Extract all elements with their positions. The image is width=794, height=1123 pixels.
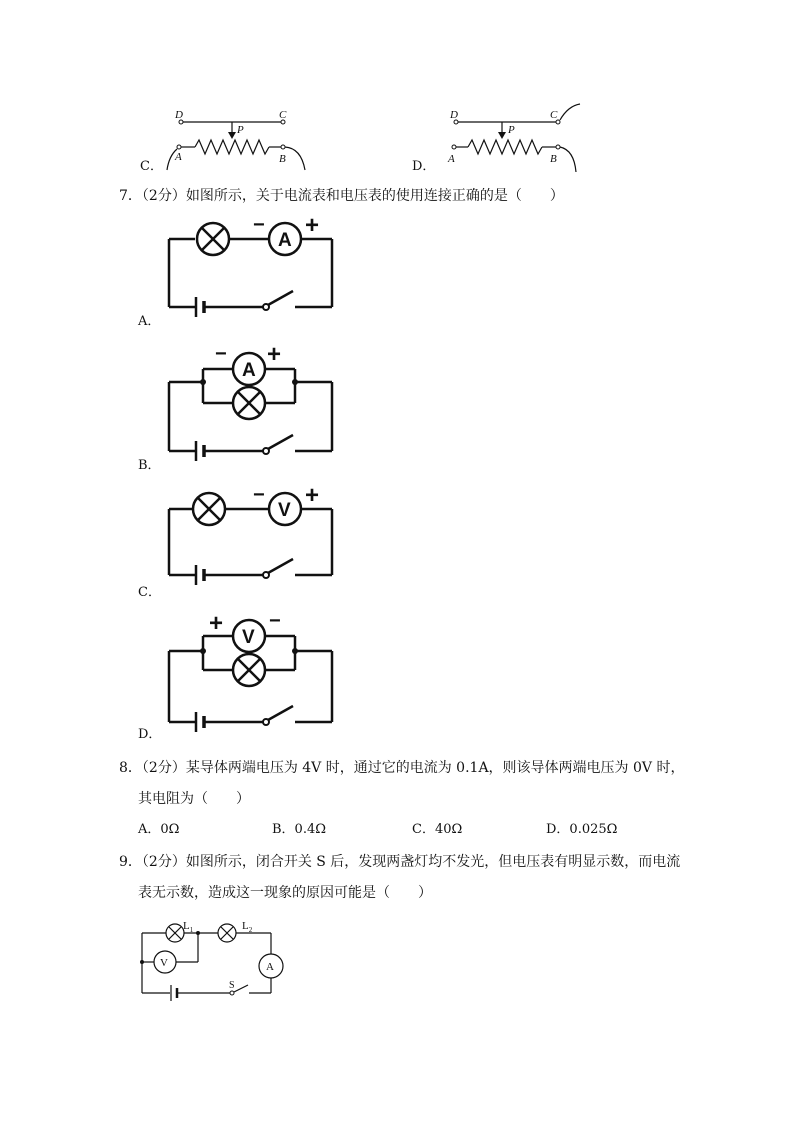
svg-text:C: C xyxy=(550,109,558,121)
q9-stem-line2: 表无示数，造成这一现象的原因可能是（ ） xyxy=(138,885,432,901)
svg-text:D: D xyxy=(450,109,458,121)
svg-text:L2: $L_2$ xyxy=(242,920,253,934)
svg-text:+: + xyxy=(267,341,282,368)
svg-text:B: B xyxy=(279,153,286,165)
svg-text:V: V xyxy=(278,500,291,521)
svg-text:A: A xyxy=(266,961,274,973)
q7-option-a-letter: A． xyxy=(138,314,161,329)
q8-option-a: A．0Ω xyxy=(138,822,180,837)
q7-option-d-letter: D． xyxy=(138,727,162,742)
svg-text:P: P xyxy=(237,124,244,136)
q9-stem-line1: 9．（2分）如图所示，闭合开关 S 后，发现两盏灯均不发光，但电压表有明显示数，而电流 xyxy=(119,854,681,870)
svg-text:−: − xyxy=(253,484,265,506)
q7-option-d-circuit xyxy=(165,612,340,730)
q7-option-b-letter: B． xyxy=(138,458,161,473)
q6-option-d-letter: D． xyxy=(412,159,436,174)
svg-text:V: V xyxy=(160,957,168,969)
svg-text:A: A xyxy=(448,153,455,165)
svg-text:+: + xyxy=(305,482,320,509)
switch-icon xyxy=(234,985,248,992)
q8-stem-line1: 8．（2分）某导体两端电压为 4V 时，通过它的电流为 0.1A，则该导体两端电压为 0V 时， xyxy=(119,760,685,776)
q7-option-a-circuit xyxy=(165,212,340,315)
q8-option-b: B．0.4Ω xyxy=(272,822,327,837)
svg-text:B: B xyxy=(550,153,557,165)
svg-text:−: − xyxy=(269,610,281,632)
svg-text:−: − xyxy=(253,214,265,236)
q7-option-b-circuit xyxy=(165,341,340,460)
q6-option-c-letter: C． xyxy=(140,159,163,174)
q8-stem-line2: 其电阻为（ ） xyxy=(138,791,250,807)
svg-text:V: V xyxy=(242,627,255,648)
svg-text:A: A xyxy=(278,230,292,251)
svg-text:A: A xyxy=(175,151,182,163)
q7-stem: 7．（2分）如图所示，关于电流表和电压表的使用连接正确的是（ ） xyxy=(119,188,564,204)
svg-text:D: D xyxy=(175,109,183,121)
svg-text:+: + xyxy=(305,212,320,239)
q7-option-c-circuit xyxy=(165,482,340,585)
svg-text:S: S xyxy=(229,980,235,991)
svg-text:L1: $L_1$ xyxy=(183,920,194,934)
svg-text:C: C xyxy=(279,109,287,121)
q8-option-d: D．0.025Ω xyxy=(546,822,618,837)
svg-text:+: + xyxy=(209,610,224,637)
q6-option-d-rheostat-diagram xyxy=(440,100,590,175)
q8-option-c: C．40Ω xyxy=(412,822,463,837)
q9-circuit xyxy=(138,915,288,1000)
svg-text:A: A xyxy=(242,360,256,381)
svg-text:P: P xyxy=(508,124,515,136)
svg-text:−: − xyxy=(215,343,227,365)
q7-option-c-letter: C． xyxy=(138,585,161,600)
q6-option-c-rheostat-diagram xyxy=(165,100,315,175)
